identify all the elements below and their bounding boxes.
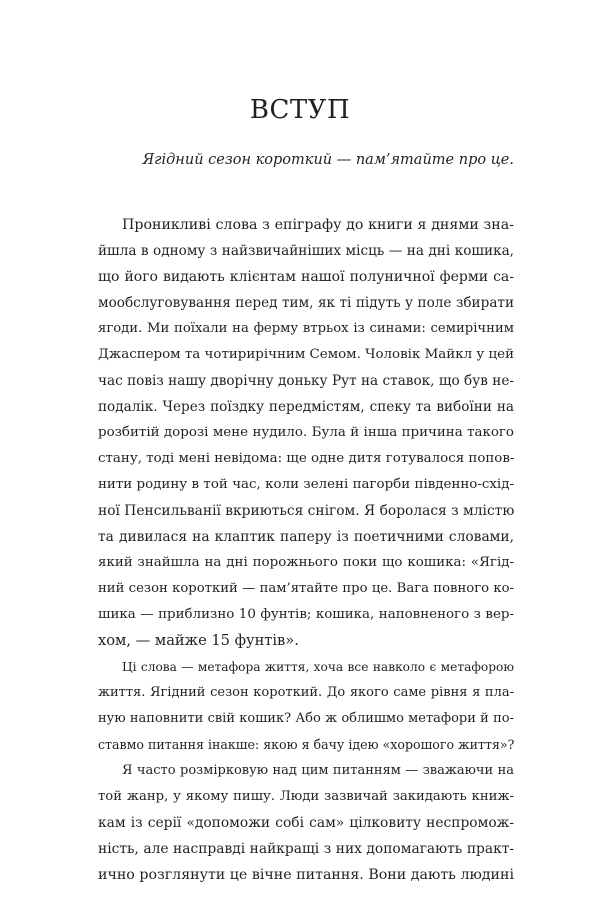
text-line: ної Пенсильванії вкриються снігом. Я боролася з млістю bbox=[98, 503, 515, 519]
text-line: хом, — майже 15 фунтів». bbox=[98, 632, 299, 649]
paragraph bbox=[98, 654, 514, 758]
text-line: життя. Ягідний сезон короткий. До якого саме рівня я пла- bbox=[98, 685, 514, 700]
text-line: подалік. Через поїздку передмістям, спеку та вибоїни на bbox=[98, 399, 514, 415]
text-line: Я часто розмірковую над цим питанням — зважаючи на bbox=[122, 763, 514, 778]
epigraph: Ягідний сезон короткий — пам’ятайте про це. bbox=[142, 152, 514, 168]
text-line: Ці слова — метафора життя, хоча все навколо є метафорою bbox=[122, 660, 514, 674]
text-line: кам із серії «допоможи собі сам» цілковиту неспромож- bbox=[98, 815, 514, 831]
text-line: ично розглянути це вічне питання. Вони дають людині bbox=[98, 867, 514, 883]
text-line: йшла в одному з найзвичайніших місць — на дні кошика, bbox=[98, 243, 514, 259]
text-line: який знайшла на дні порожнього поки що кошика: «Ягід- bbox=[98, 555, 514, 570]
chapter-title: ВСТУП bbox=[249, 95, 351, 125]
paragraph bbox=[98, 758, 514, 888]
text-line: розбитій дорозі мене нудило. Була й інша причина такого bbox=[98, 425, 514, 440]
text-line: ягоди. Ми поїхали на ферму втрьох із синами: семирічним bbox=[98, 321, 514, 336]
text-line: той жанр, у якому пишу. Люди зазвичай закидають книж- bbox=[98, 789, 514, 804]
text-line: ставмо питання інакше: якою я бачу ідею «хорошого життя»? bbox=[98, 737, 515, 752]
text-line: Джаспером та чотирирічним Семом. Чоловік Майкл у цей bbox=[98, 347, 514, 362]
text-line: мообслуговування перед тим, як ті підуть у поле збирати bbox=[98, 295, 514, 311]
text-line: нити родину в той час, коли зелені пагорби південно-схід- bbox=[98, 477, 514, 492]
text-line: шика — приблизно 10 фунтів; кошика, наповненого з вер- bbox=[98, 607, 514, 622]
text-line: ний сезон короткий — пам’ятайте про це. Вага повного ко- bbox=[98, 581, 514, 596]
text-line: час повіз нашу дворічну доньку Рут на ставок, що був не- bbox=[98, 373, 514, 389]
text-line: Проникливі слова з епіграфу до книги я днями зна- bbox=[122, 217, 514, 233]
text-line: ную наповнити свій кошик? Або ж облишмо метафори й по- bbox=[98, 711, 514, 726]
paragraph bbox=[98, 212, 514, 654]
body-text bbox=[98, 212, 514, 888]
text-line: та дивилася на клаптик паперу із поетичними словами, bbox=[98, 529, 514, 545]
text-line: стану, тоді мені невідома: ще одне дитя готувалося попов- bbox=[98, 451, 515, 466]
text-line: що його видають клієнтам нашої полуничної ферми са- bbox=[98, 269, 514, 285]
text-line: ність, але насправді найкращі з них допомагають практ- bbox=[98, 841, 514, 857]
